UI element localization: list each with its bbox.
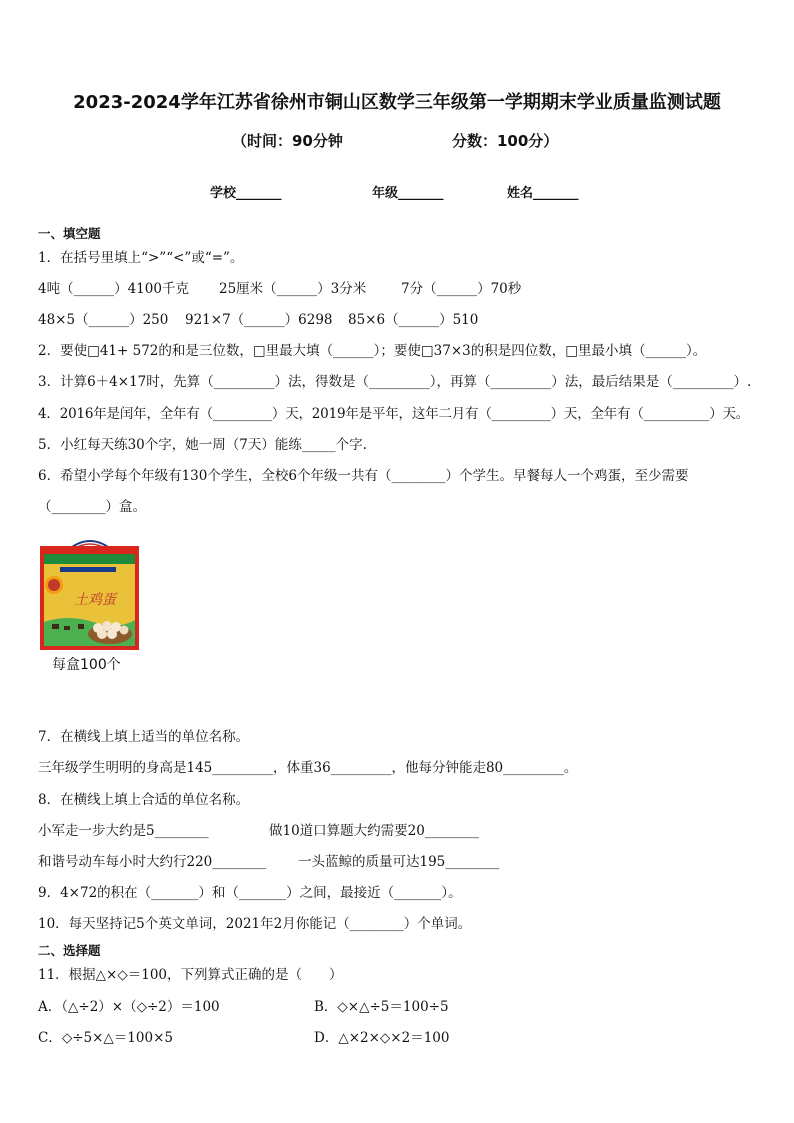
egg-box-caption: 每盒100个 bbox=[52, 657, 121, 673]
question-8-item: 和谐号动车每小时大约行220________ bbox=[38, 854, 267, 870]
question-1-stem: 1．在括号里填上“>”“<”或“=”。 bbox=[38, 250, 244, 266]
question-8-item: 做10道口算题大约需要20________ bbox=[269, 823, 479, 839]
question-9: 9．4×72的积在（_______）和（_______）之间，最接近（_______）。 bbox=[38, 885, 462, 901]
question-11-stem: 11．根据△×◇＝100，下列算式正确的是（ ） bbox=[38, 967, 343, 983]
question-3: 3．计算6＋4×17时，先算（_________）法，得数是（_________），再算（_________）法，最后结果是（_________）. bbox=[38, 374, 752, 390]
section-heading-fill-blank: 一、填空题 bbox=[38, 226, 101, 241]
exam-time: （时间：90分钟 bbox=[232, 132, 343, 150]
name-field: 姓名_______ bbox=[507, 186, 579, 201]
question-1-item: 921×7（______）6298 bbox=[185, 312, 333, 328]
question-11-option-a: A．（△÷2）×（◇÷2）＝100 bbox=[38, 999, 220, 1015]
question-6-line-1: 6．希望小学每个年级有130个学生，全校6个年级一共有（________）个学生。早餐每人一个鸡蛋，至少需要 bbox=[38, 468, 689, 484]
question-2: 2．要使□41+ 572的和是三位数，□里最大填（______）；要使□37×3的积是四位数，□里最小填（______）。 bbox=[38, 343, 707, 359]
question-8-item: 一头蓝鲸的质量可达195________ bbox=[298, 854, 500, 870]
egg-box-label: 土鸡蛋 bbox=[74, 592, 116, 608]
page-title: 2023-2024学年江苏省徐州市铜山区数学三年级第一学期期末学业质量监测试题 bbox=[73, 92, 721, 113]
question-1-item: 25厘米（______）3分米 bbox=[219, 281, 367, 297]
question-1-item: 7分（______）70秒 bbox=[401, 281, 522, 297]
question-8-stem: 8．在横线上填上合适的单位名称。 bbox=[38, 792, 250, 808]
question-1-item: 4吨（______）4100千克 bbox=[38, 281, 189, 297]
school-field: 学校_______ bbox=[210, 186, 282, 201]
question-10: 10．每天坚持记5个英文单词，2021年2月你能记（________）个单词。 bbox=[38, 916, 472, 932]
question-1-item: 85×6（______）510 bbox=[348, 312, 479, 328]
question-11-option-d: D．△×2×◇×2＝100 bbox=[314, 1030, 450, 1046]
question-4: 4．2016年是闰年，全年有（_________）天，2019年是平年，这年二月有（_________）天，全年有（__________）天。 bbox=[38, 406, 750, 422]
egg-box-image bbox=[38, 538, 141, 651]
question-1-item: 48×5（______）250 bbox=[38, 312, 169, 328]
question-7-body: 三年级学生明明的身高是145_________，体重36_________，他每分钟能走80_________。 bbox=[38, 760, 578, 776]
exam-score: 分数：100分） bbox=[452, 132, 559, 150]
question-7-stem: 7．在横线上填上适当的单位名称。 bbox=[38, 729, 250, 745]
question-5: 5．小红每天练30个字，她一周（7天）能练_____个字. bbox=[38, 437, 367, 453]
section-heading-multiple-choice: 二、选择题 bbox=[38, 943, 101, 958]
question-11-option-c: C．◇÷5×△＝100×5 bbox=[38, 1030, 173, 1046]
question-8-item: 小军走一步大约是5________ bbox=[38, 823, 209, 839]
question-6-line-2: （________）盒。 bbox=[38, 499, 146, 515]
grade-field: 年级_______ bbox=[372, 186, 444, 201]
question-11-option-b: B．◇×△÷5＝100÷5 bbox=[314, 999, 449, 1015]
